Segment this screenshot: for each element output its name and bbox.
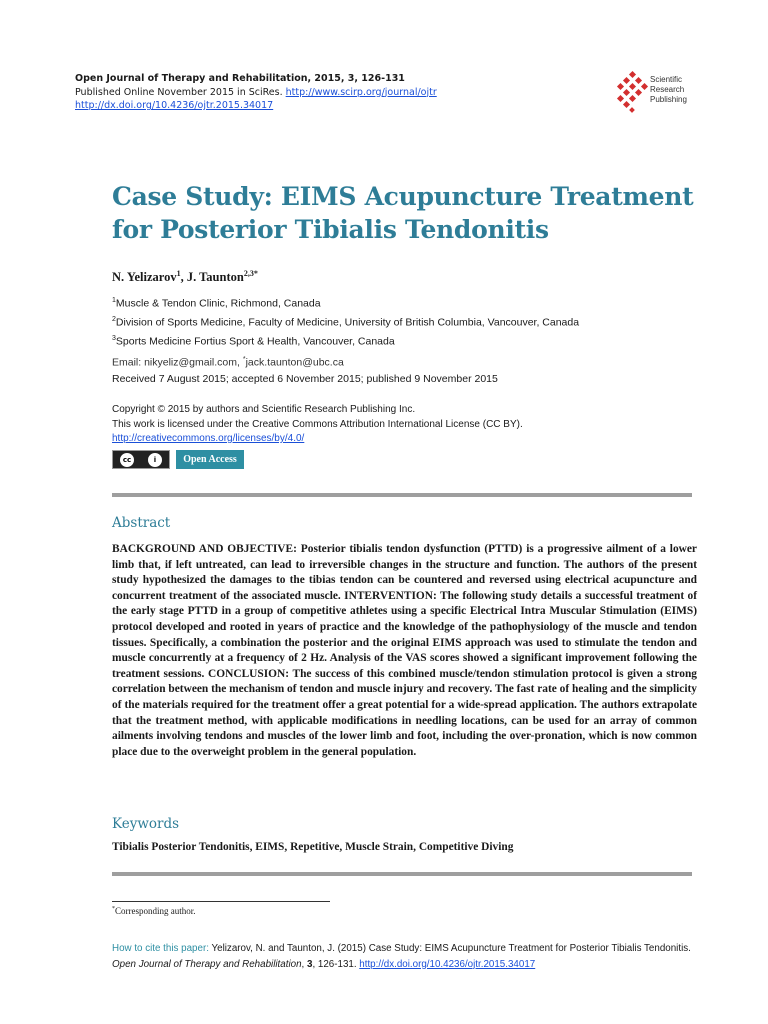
affiliation-2 xyxy=(112,312,579,331)
received-dates: Received 7 August 2015; accepted 6 November 2015; published 9 November 2015 xyxy=(112,373,498,385)
footnote xyxy=(112,906,196,916)
affiliations xyxy=(112,293,579,371)
author-1: N. Yelizarov xyxy=(112,270,177,285)
footnote-sup: * xyxy=(112,906,115,912)
author-1-sup: 1 xyxy=(176,269,181,278)
by-icon: i xyxy=(148,453,162,467)
citation xyxy=(112,941,712,972)
keywords-text: Tibialis Posterior Tendonitis, EIMS, Repetitive, Muscle Strain, Competitive Diving xyxy=(112,841,514,853)
citation-journal: Open Journal of Therapy and Rehabilitation xyxy=(112,958,302,970)
affiliation-2-text: Division of Sports Medicine, Faculty of Medicine, University of British Columbia, Vancouver, Canada xyxy=(115,316,580,329)
affiliation-2-sup: 2 xyxy=(112,316,116,324)
author-list xyxy=(112,269,258,285)
divider-bottom xyxy=(112,872,692,876)
paper-title xyxy=(112,180,712,246)
journal-name: Open Journal of Therapy and Rehabilitation, 2015, 3, 126-131 xyxy=(75,73,405,84)
affiliation-3-text: Sports Medicine Fortius Sport & Health, Vancouver, Canada xyxy=(115,335,395,348)
affiliation-3-sup: 3 xyxy=(112,335,116,343)
license-link[interactable]: http://creativecommons.org/licenses/by/4.0/ xyxy=(112,433,305,444)
email-second: jack.taunton@ubc.ca xyxy=(245,356,344,369)
license-badges xyxy=(112,450,244,469)
logo-text xyxy=(650,75,687,105)
scirp-diamond-icon xyxy=(615,70,649,114)
logo-line-3: Publishing xyxy=(650,95,687,104)
logo-line-1: Scientific xyxy=(650,75,683,84)
affiliation-1 xyxy=(112,293,579,312)
citation-doi-link[interactable]: http://dx.doi.org/10.4236/ojtr.2015.34017 xyxy=(359,958,536,970)
journal-url-link[interactable]: http://www.scirp.org/journal/ojtr xyxy=(285,86,437,98)
copyright-line: Copyright © 2015 by authors and Scientific Research Publishing Inc. xyxy=(112,404,416,415)
citation-pages: , 126-131. xyxy=(312,958,360,970)
citation-text: Yelizarov, N. and Taunton, J. (2015) Case Study: EIMS Acupuncture Treatment for Posterior Tibialis Tendonitis. xyxy=(208,943,691,954)
footnote-rule xyxy=(112,901,330,902)
published-text: Published Online November 2015 in SciRes. xyxy=(75,86,283,98)
abstract-text: BACKGROUND AND OBJECTIVE: Posterior tibialis tendon dysfunction (PTTD) is a progressive ailment of a lower limb that, if left untreated, can lead to irreversible changes in the structure and function. The authors of the present study hypothesized the damages to the tibias tendon can be countered and reversed using electrical acupuncture and concurrent treatment of the associated muscle. INTERVENTION: The following study details a successful treatment of the early stage PTTD in a group of competitive athletes using a specific Electrical Intra Muscular Stimulation (EIMS) protocol developed and rooted in years of practice and the knowledge of the pathophysiology of the muscle and tendon tissues. Specifically, a combination the posterior and the original EIMS approach was used to stimulate the tendon and muscle concurrently at a frequency of 2 Hz. Analysis of the VAS scores showed a significant improvement following the treatment sessions. CONCLUSION: The success of this combined muscle/tendon stimulation protocol is given a strong correlation between the mechanism of tendon and muscle injury and recovery. The fast rate of healing and the simplicity of the materials required for the treatment offer a great potential for a wide-spread application. The authors extrapolate that the treatment method, with applicable modifications in needling locations, can be used for an array of common ailments involving tendons and muscles of the lower limb and foot, including the over-pronation, which is now common place due to the overweight problem in the general population. xyxy=(112,543,698,758)
abstract-heading: Abstract xyxy=(112,515,171,531)
footnote-text: Corresponding author. xyxy=(115,906,196,916)
email-label: Email: nikyeliz@gmail.com, xyxy=(112,356,243,369)
journal-info xyxy=(75,72,437,113)
copyright-block xyxy=(112,403,523,447)
author-2: J. Taunton xyxy=(186,270,244,285)
title-line-1: Case Study: EIMS Acupuncture Treatment xyxy=(112,182,694,211)
title-line-2: for Posterior Tibialis Tendonitis xyxy=(112,215,549,244)
citation-label: How to cite this paper: xyxy=(112,943,209,954)
email-sup: * xyxy=(242,355,246,363)
affiliation-3 xyxy=(112,331,579,350)
email-line xyxy=(112,352,579,371)
publisher-logo xyxy=(615,70,755,114)
doi-link[interactable]: http://dx.doi.org/10.4236/ojtr.2015.34017 xyxy=(75,100,274,111)
published-line xyxy=(75,86,437,100)
cc-icon: cc xyxy=(120,453,134,467)
affiliation-1-text: Muscle & Tendon Clinic, Richmond, Canada xyxy=(115,297,321,310)
citation-volume: 3 xyxy=(306,958,313,970)
author-separator: , xyxy=(180,270,187,285)
open-access-badge: Open Access xyxy=(176,450,244,469)
logo-line-2: Research xyxy=(650,85,685,94)
author-2-sup: 2,3* xyxy=(243,269,258,278)
affiliation-1-sup: 1 xyxy=(112,297,116,304)
divider-top xyxy=(112,493,692,497)
cc-by-badge[interactable] xyxy=(112,450,170,469)
keywords-heading: Keywords xyxy=(112,816,180,832)
license-line: This work is licensed under the Creative Commons Attribution International License (CC BY). xyxy=(112,418,523,430)
citation-sep: , xyxy=(301,958,307,970)
